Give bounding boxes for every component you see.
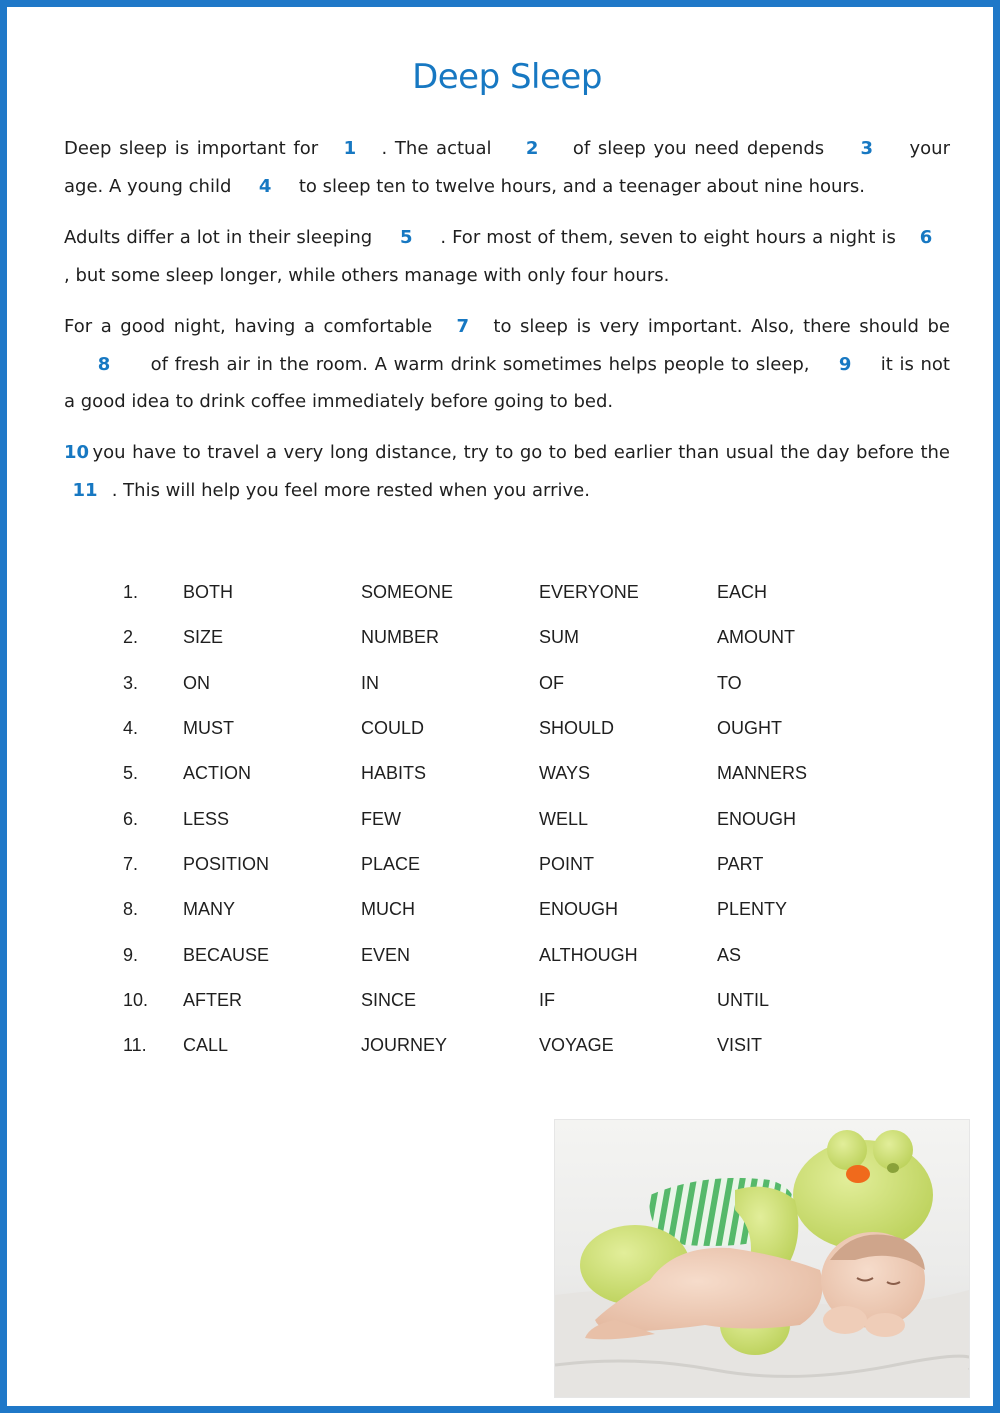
option-c[interactable]: SHOULD: [539, 718, 615, 739]
option-b[interactable]: FEW: [361, 808, 401, 829]
paragraph-text: , but some sleep longer, while others manage with only four hours.: [64, 264, 670, 286]
option-a[interactable]: CALL: [183, 1035, 229, 1056]
option-d[interactable]: ENOUGH: [717, 808, 797, 829]
paragraph-text: . The actual: [381, 138, 492, 159]
paragraph-text: of fresh air in the room. A warm drink sometimes helps people to sleep,: [150, 353, 810, 375]
option-a[interactable]: ACTION: [183, 763, 252, 784]
gap-10[interactable]: 10: [64, 442, 90, 463]
option-row: [123, 978, 895, 1023]
option-a[interactable]: MANY: [183, 899, 236, 920]
option-row: [123, 796, 895, 841]
gap-1[interactable]: 1: [343, 138, 357, 159]
option-b[interactable]: NUMBER: [361, 627, 440, 648]
option-a[interactable]: SIZE: [183, 627, 224, 648]
paragraph-2: [64, 219, 950, 294]
option-number: 9.: [123, 944, 139, 965]
paragraph-text: . This will help you feel more rested when you arrive.: [111, 479, 590, 501]
option-b[interactable]: IN: [361, 672, 379, 693]
option-d[interactable]: TO: [717, 672, 742, 693]
option-c[interactable]: OF: [539, 672, 564, 693]
option-d[interactable]: OUGHT: [717, 718, 782, 739]
paragraph-text: Deep sleep is important for: [64, 138, 319, 159]
option-a[interactable]: AFTER: [183, 989, 243, 1010]
option-c[interactable]: POINT: [539, 853, 595, 874]
paragraph-text: to sleep is very important. Also, there should be: [493, 316, 950, 337]
option-d[interactable]: PLENTY: [717, 899, 788, 920]
option-b[interactable]: SOMEONE: [361, 582, 454, 603]
option-c[interactable]: SUM: [539, 627, 579, 648]
option-row: [123, 842, 895, 887]
option-d[interactable]: MANNERS: [717, 763, 808, 784]
gap-11[interactable]: 11: [72, 479, 98, 501]
option-a[interactable]: LESS: [183, 808, 230, 829]
option-row: [123, 751, 895, 796]
option-b[interactable]: JOURNEY: [361, 1035, 448, 1056]
option-b[interactable]: COULD: [361, 718, 425, 739]
option-number: 5.: [123, 763, 139, 784]
option-a[interactable]: ON: [183, 672, 210, 693]
option-b[interactable]: MUCH: [361, 899, 415, 920]
option-a[interactable]: BOTH: [183, 582, 234, 603]
paragraph-text: your age. A young child: [64, 138, 950, 197]
option-d[interactable]: VISIT: [717, 1035, 763, 1056]
option-number: 11.: [123, 1035, 147, 1056]
option-c[interactable]: IF: [539, 989, 555, 1010]
paragraph-3: [64, 308, 950, 421]
paragraph-text: of sleep you need depends: [572, 138, 825, 159]
paragraph-text: it is not a good idea to drink coffee immediately before going to bed.: [64, 353, 950, 412]
option-number: 2.: [123, 627, 139, 648]
paragraph-text: you have to travel a very long distance, try to go to bed earlier than usual the day before the: [92, 442, 950, 463]
option-c[interactable]: WELL: [539, 808, 589, 829]
paragraph-1: [64, 130, 950, 205]
option-number: 3.: [123, 672, 139, 693]
option-row: [123, 661, 895, 706]
option-a[interactable]: POSITION: [183, 853, 270, 874]
option-b[interactable]: EVEN: [361, 944, 411, 965]
gap-7[interactable]: 7: [456, 316, 470, 337]
option-row: [123, 887, 895, 932]
option-number: 7.: [123, 853, 139, 874]
option-number: 6.: [123, 808, 139, 829]
option-b[interactable]: SINCE: [361, 989, 417, 1010]
paragraph-text: to sleep ten to twelve hours, and a teenager about nine hours.: [298, 175, 865, 197]
option-number: 10.: [123, 989, 149, 1010]
gap-2[interactable]: 2: [525, 138, 539, 159]
options-table: [123, 570, 895, 1068]
paragraph-text: . For most of them, seven to eight hours a night is: [440, 227, 896, 248]
option-row: [123, 932, 895, 977]
option-b[interactable]: PLACE: [361, 853, 421, 874]
gap-3[interactable]: 3: [860, 138, 874, 159]
option-row: [123, 570, 895, 615]
option-d[interactable]: AS: [717, 944, 742, 965]
option-d[interactable]: EACH: [717, 582, 768, 603]
option-c[interactable]: VOYAGE: [539, 1035, 614, 1056]
sleeping-baby-photo: [554, 1119, 970, 1398]
option-a[interactable]: MUST: [183, 718, 234, 739]
option-d[interactable]: AMOUNT: [717, 627, 795, 648]
option-b[interactable]: HABITS: [361, 763, 427, 784]
option-number: 8.: [123, 899, 139, 920]
option-number: 1.: [123, 582, 139, 603]
page-title: Deep Sleep: [412, 57, 602, 97]
option-row: [123, 1023, 895, 1068]
paragraph-4: [64, 434, 950, 509]
gap-6[interactable]: 6: [919, 227, 933, 248]
option-d[interactable]: PART: [717, 853, 764, 874]
gap-4[interactable]: 4: [258, 175, 272, 197]
option-c[interactable]: WAYS: [539, 763, 591, 784]
gap-8[interactable]: 8: [97, 353, 111, 375]
option-d[interactable]: UNTIL: [717, 989, 770, 1010]
gap-9[interactable]: 9: [838, 353, 852, 375]
option-row: [123, 615, 895, 660]
option-c[interactable]: ENOUGH: [539, 899, 619, 920]
paragraph-text: For a good night, having a comfortable: [64, 316, 433, 337]
gap-5[interactable]: 5: [399, 227, 413, 248]
option-c[interactable]: ALTHOUGH: [539, 944, 638, 965]
option-row: [123, 706, 895, 751]
option-a[interactable]: BECAUSE: [183, 944, 270, 965]
option-number: 4.: [123, 718, 139, 739]
option-c[interactable]: EVERYONE: [539, 582, 639, 603]
paragraph-text: Adults differ a lot in their sleeping: [64, 227, 373, 248]
